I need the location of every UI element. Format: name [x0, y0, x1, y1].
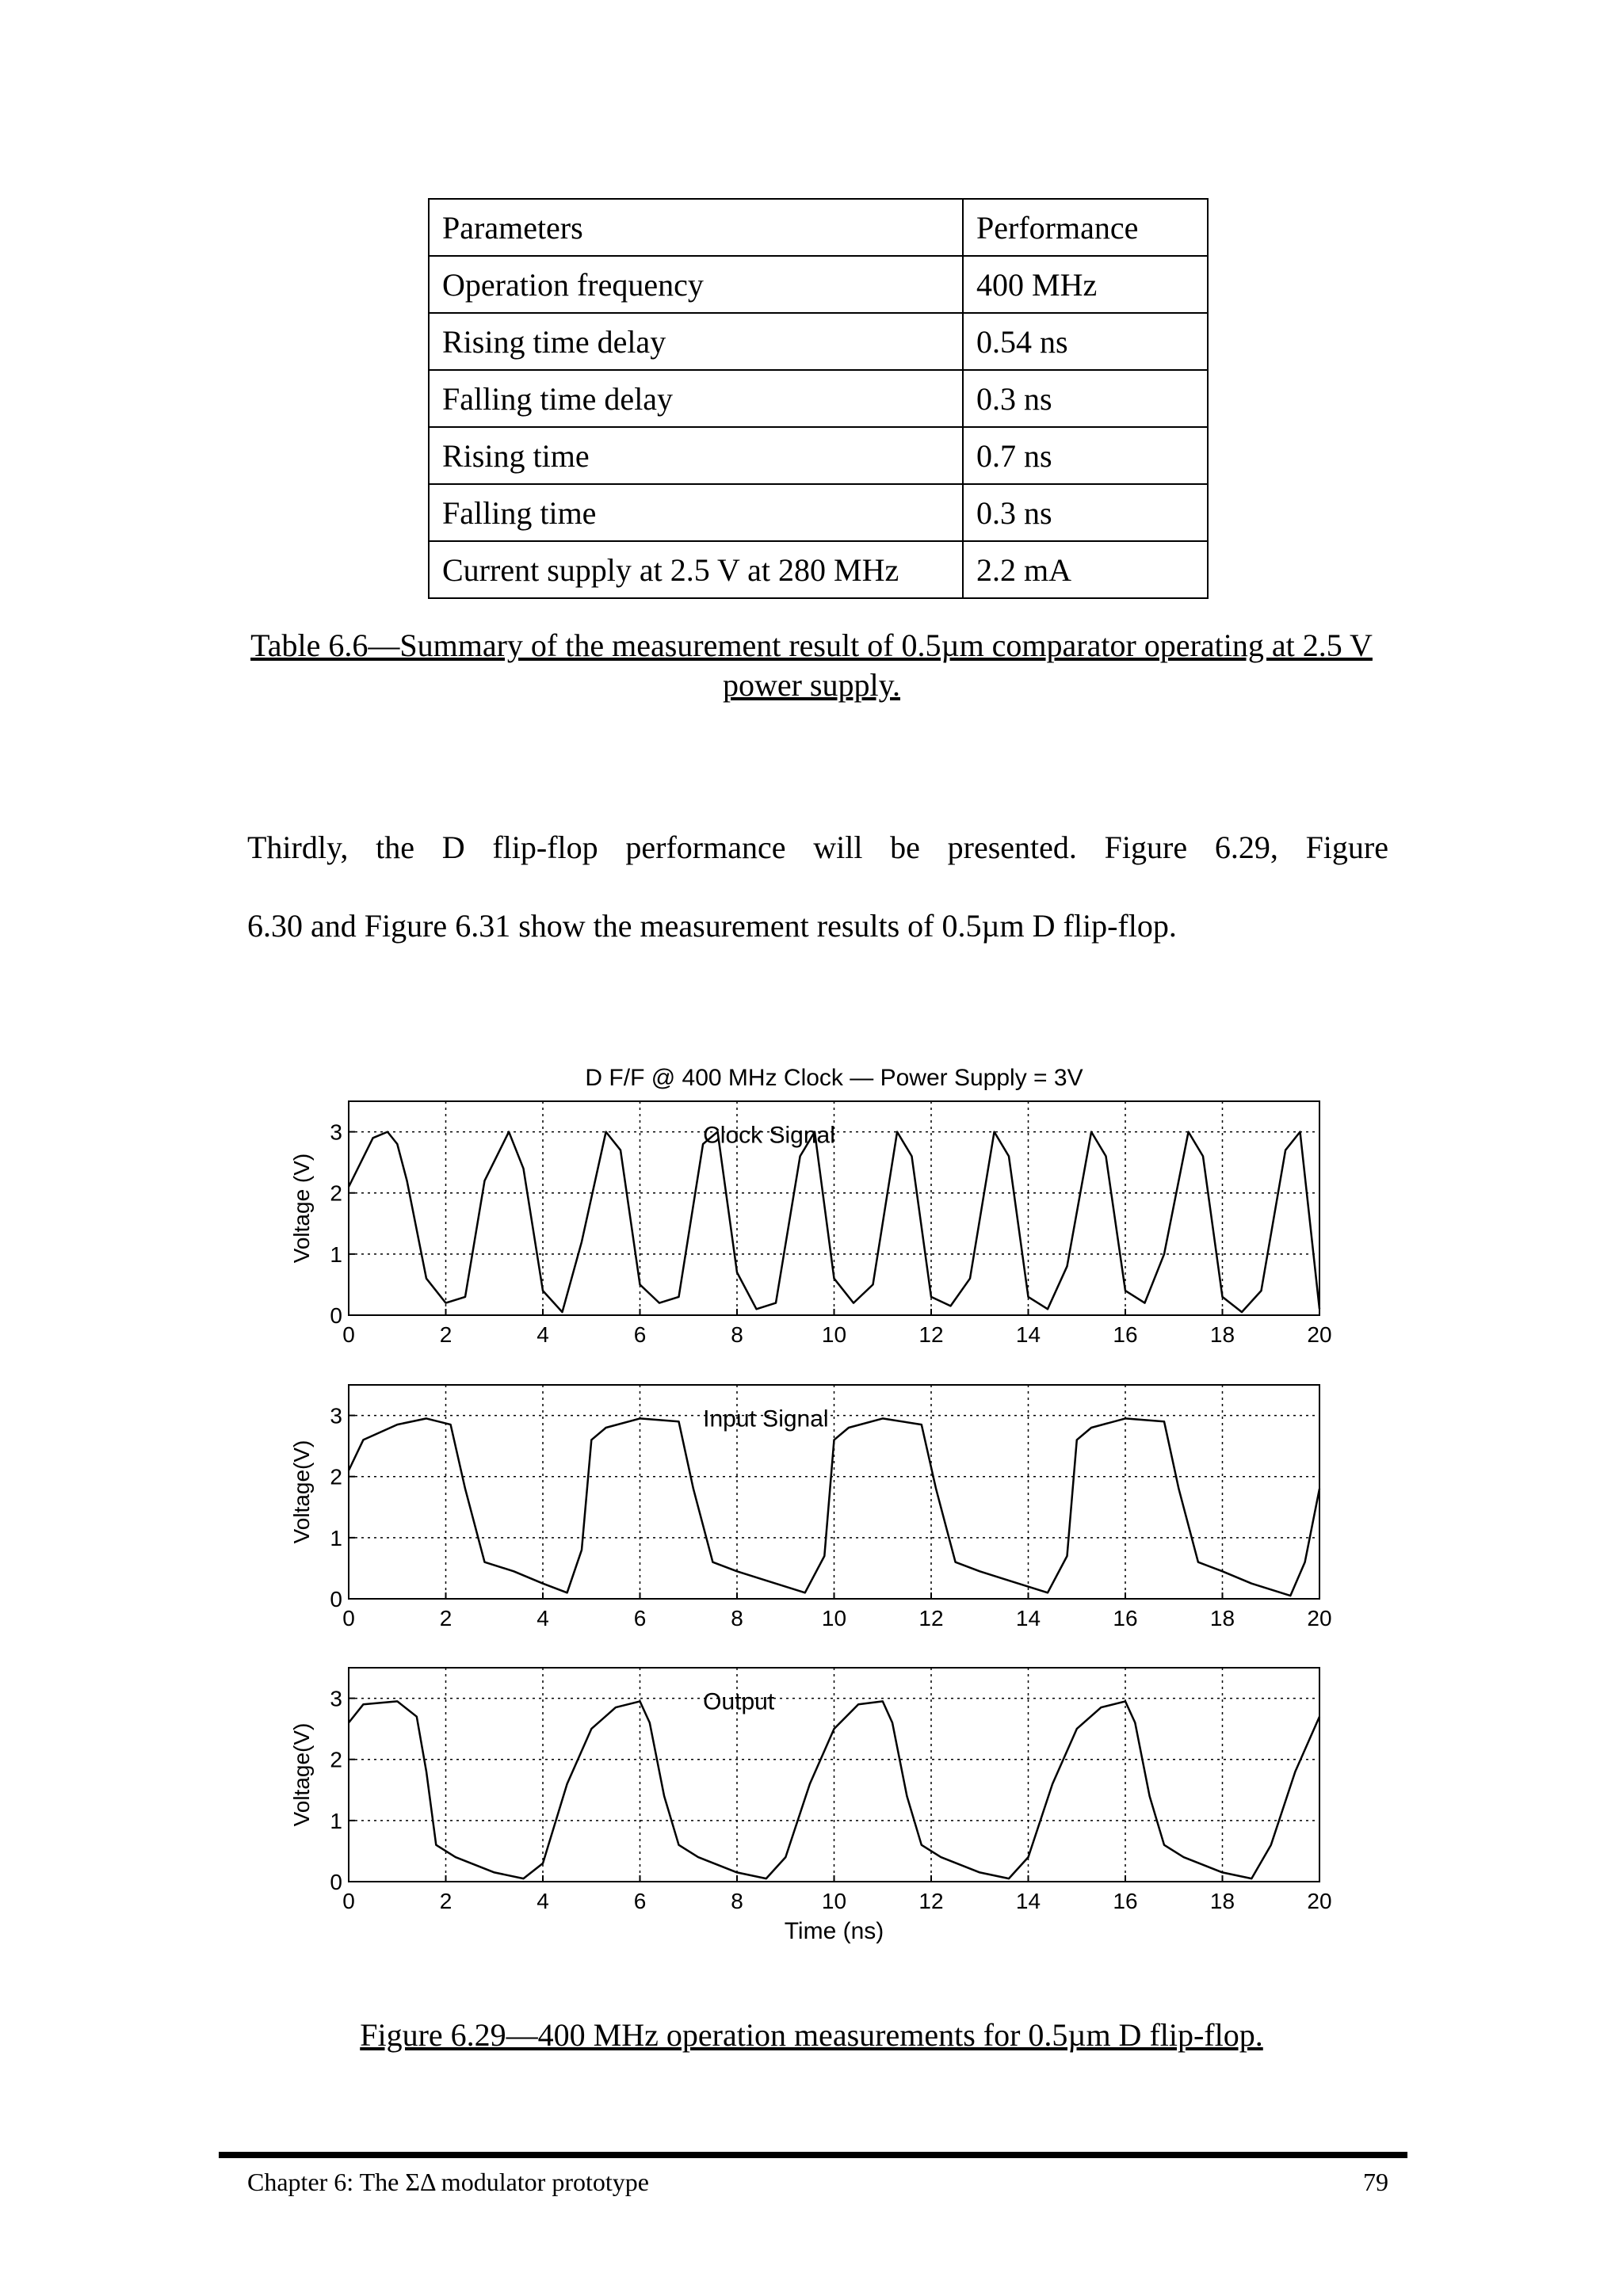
body-paragraph-line-2: 6.30 and Figure 6.31 show the measurement results of 0.5µm D flip-flop. — [247, 908, 1177, 944]
x-tick-label: 14 — [1015, 1606, 1041, 1630]
table-cell: Performance — [963, 199, 1208, 256]
table-row — [429, 313, 1208, 370]
signal-annotation: Output — [703, 1688, 775, 1715]
table-cell: 400 MHz — [963, 256, 1208, 313]
table-row — [429, 256, 1208, 313]
chart-title: D F/F @ 400 MHz Clock — Power Supply = 3V — [585, 1065, 1083, 1091]
y-tick-label: 2 — [330, 1180, 342, 1206]
x-tick-label: 10 — [821, 1606, 847, 1630]
x-tick-label: 12 — [918, 1889, 944, 1913]
y-tick-label: 0 — [330, 1870, 342, 1894]
table-cell: 0.54 ns — [963, 313, 1208, 370]
figure-caption: Figure 6.29—400 MHz operation measurements for 0.5µm D flip-flop. — [360, 2017, 1263, 2053]
x-tick-label: 18 — [1209, 1322, 1235, 1347]
waveform-chart — [285, 1046, 1347, 1957]
x-axis-label: Time (ns) — [784, 1918, 884, 1944]
x-tick-label: 2 — [439, 1606, 453, 1630]
x-tick-label: 16 — [1113, 1322, 1138, 1347]
table-cell: 0.3 ns — [963, 370, 1208, 427]
x-tick-label: 2 — [439, 1322, 453, 1347]
x-tick-label: 18 — [1209, 1606, 1235, 1630]
table-row — [429, 541, 1208, 598]
x-tick-label: 12 — [918, 1322, 944, 1347]
table-row — [429, 199, 1208, 256]
y-axis-label: Voltage(V) — [289, 1722, 314, 1827]
x-tick-label: 20 — [1307, 1606, 1332, 1630]
x-tick-label: 18 — [1209, 1889, 1235, 1913]
y-tick-label: 2 — [330, 1747, 342, 1772]
table-caption: Table 6.6—Summary of the measurement result of 0.5µm comparator operating at 2.5 V power supply. — [250, 627, 1373, 703]
table-cell: 0.3 ns — [963, 484, 1208, 541]
waveform-figure — [285, 1046, 1347, 1957]
table-row — [429, 484, 1208, 541]
y-tick-label: 3 — [330, 1119, 342, 1145]
y-tick-label: 3 — [330, 1686, 342, 1711]
x-tick-label: 0 — [342, 1889, 355, 1913]
x-tick-label: 4 — [537, 1606, 549, 1630]
x-tick-label: 0 — [342, 1606, 355, 1630]
x-tick-label: 16 — [1113, 1606, 1138, 1630]
x-tick-label: 6 — [633, 1889, 647, 1913]
table-cell: Operation frequency — [429, 256, 963, 313]
x-tick-label: 10 — [821, 1322, 847, 1347]
x-tick-label: 8 — [731, 1606, 743, 1630]
y-tick-label: 1 — [330, 1241, 342, 1267]
table-row — [429, 427, 1208, 484]
x-tick-label: 4 — [537, 1889, 549, 1913]
y-axis-label: Voltage(V) — [289, 1440, 314, 1544]
table-cell: Rising time delay — [429, 313, 963, 370]
table-cell: 2.2 mA — [963, 541, 1208, 598]
x-tick-label: 20 — [1307, 1889, 1332, 1913]
x-tick-label: 8 — [731, 1322, 743, 1347]
table-row — [429, 370, 1208, 427]
x-tick-label: 20 — [1307, 1322, 1332, 1347]
footer-rule — [219, 2152, 1407, 2158]
table-cell: Current supply at 2.5 V at 280 MHz — [429, 541, 963, 598]
y-tick-label: 1 — [330, 1808, 342, 1833]
table-cell: Falling time — [429, 484, 963, 541]
body-paragraph-line-1: Thirdly, the D flip-flop performance will be presented. Figure 6.29, Figure — [247, 830, 1388, 865]
x-tick-label: 6 — [633, 1606, 647, 1630]
signal-annotation: Clock Signal — [703, 1122, 835, 1149]
page-number: 79 — [1363, 2168, 1388, 2196]
x-tick-label: 14 — [1015, 1889, 1041, 1913]
x-tick-label: 12 — [918, 1606, 944, 1630]
table-cell: Falling time delay — [429, 370, 963, 427]
y-axis-label: Voltage (V) — [289, 1153, 314, 1264]
x-tick-label: 4 — [537, 1322, 549, 1347]
measurement-results-table — [428, 198, 1209, 599]
y-tick-label: 1 — [330, 1525, 342, 1550]
x-tick-label: 16 — [1113, 1889, 1138, 1913]
x-tick-label: 10 — [821, 1889, 847, 1913]
x-tick-label: 8 — [731, 1889, 743, 1913]
y-tick-label: 0 — [330, 1587, 342, 1611]
table-cell: 0.7 ns — [963, 427, 1208, 484]
x-tick-label: 2 — [439, 1889, 453, 1913]
table-cell: Rising time — [429, 427, 963, 484]
y-tick-label: 2 — [330, 1464, 342, 1489]
footer-chapter: Chapter 6: The ΣΔ modulator prototype — [247, 2168, 649, 2196]
table-cell: Parameters — [429, 199, 963, 256]
x-tick-label: 14 — [1015, 1322, 1041, 1347]
y-tick-label: 3 — [330, 1403, 342, 1428]
x-tick-label: 6 — [633, 1322, 647, 1347]
signal-annotation: Input Signal — [703, 1405, 829, 1432]
y-tick-label: 0 — [330, 1303, 342, 1328]
x-tick-label: 0 — [342, 1322, 355, 1347]
